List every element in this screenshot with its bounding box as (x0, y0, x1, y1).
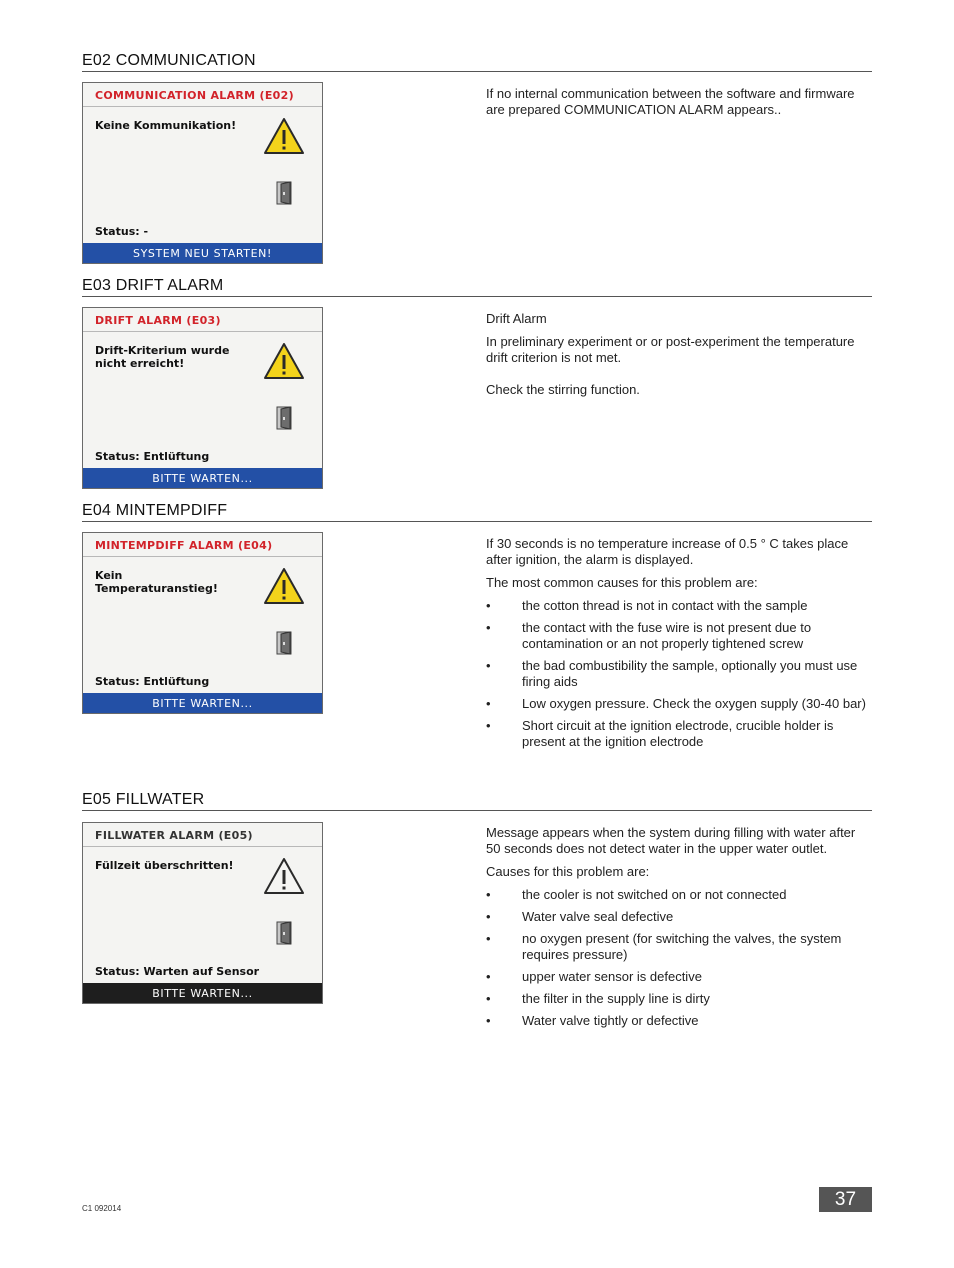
description-paragraph: If 30 seconds is no temperature increase of 0.5 ° C takes place after ignition, the alarm is displayed. (486, 536, 849, 567)
section-description (486, 86, 872, 125)
description-paragraph: Message appears when the system during filling with water after 50 seconds does not detect water in the upper water outlet. (486, 825, 856, 856)
warning-triangle-icon (263, 117, 305, 155)
screen-status: Status: Warten auf Sensor (95, 965, 260, 978)
restart-system-button[interactable]: SYSTEM NEU STARTEN! (83, 243, 322, 263)
screen-status: Status: Entlüftung (95, 675, 210, 688)
cause-list (486, 598, 872, 750)
section-title: E03 DRIFT ALARM (82, 277, 224, 294)
screen-title: MINTEMPDIFF ALARM (E04) (83, 533, 322, 557)
alarm-screen-e03 (82, 307, 323, 489)
door-icon (276, 630, 292, 656)
bullet: • (486, 909, 491, 924)
section-divider (82, 521, 872, 522)
list-item: • Low oxygen pressure. Check the oxygen supply (30-40 bar) (486, 696, 866, 711)
bullet: • (486, 620, 491, 635)
please-wait-button[interactable]: BITTE WARTEN... (83, 693, 322, 713)
please-wait-button[interactable]: BITTE WARTEN... (83, 983, 322, 1003)
cause-list (486, 887, 872, 1029)
warning-triangle-icon (263, 567, 305, 605)
section-description (486, 311, 872, 405)
warning-triangle-icon (263, 342, 305, 380)
screen-status: Status: Entlüftung (95, 450, 210, 463)
list-item: • Water valve tightly or defective (486, 1013, 699, 1028)
page-number: 37 (819, 1187, 872, 1212)
bullet: • (486, 1013, 491, 1028)
screen-message: Füllzeit überschritten! (95, 859, 234, 872)
bullet: • (486, 969, 491, 984)
screen-message: Kein Temperaturanstieg! (95, 569, 218, 595)
door-icon (276, 180, 292, 206)
bullet: • (486, 658, 491, 673)
section-title: E04 MINTEMPDIFF (82, 502, 228, 519)
list-item: • no oxygen present (for switching the valves, the system requires pressure) (486, 931, 842, 962)
list-item: • upper water sensor is defective (486, 969, 702, 984)
description-paragraph: Check the stirring function. (486, 382, 640, 397)
section-divider (82, 810, 872, 811)
door-icon (276, 920, 292, 946)
list-item: • the contact with the fuse wire is not present due to contamination or an not properly tightened screw (486, 620, 812, 651)
screen-message: Keine Kommunikation! (95, 119, 237, 132)
bullet: • (486, 991, 491, 1006)
list-item: • Water valve seal defective (486, 909, 674, 924)
list-item: • the bad combustibility the sample, optionally you must use firing aids (486, 658, 858, 689)
description-paragraph: Drift Alarm (486, 311, 547, 326)
bullet: • (486, 696, 491, 711)
please-wait-button[interactable]: BITTE WARTEN... (83, 468, 322, 488)
document-code: C1 092014 (82, 1204, 122, 1213)
screen-status: Status: - (95, 225, 149, 238)
bullet: • (486, 887, 491, 902)
section-title: E05 FILLWATER (82, 791, 205, 808)
list-item: • the cotton thread is not in contact with the sample (486, 598, 808, 613)
section-title: E02 COMMUNICATION (82, 52, 256, 69)
alarm-screen-e02 (82, 82, 323, 264)
screen-title: DRIFT ALARM (E03) (83, 308, 322, 332)
list-item: • the filter in the supply line is dirty (486, 991, 710, 1006)
section-description (486, 825, 872, 1035)
description-paragraph: Causes for this problem are: (486, 864, 650, 879)
bullet: • (486, 598, 491, 613)
screen-message: Drift-Kriterium wurde nicht erreicht! (95, 344, 230, 370)
alarm-screen-e05 (82, 822, 323, 1004)
section-description (486, 536, 872, 756)
description-paragraph: The most common causes for this problem are: (486, 575, 758, 590)
section-divider (82, 296, 872, 297)
door-icon (276, 405, 292, 431)
screen-title: FILLWATER ALARM (E05) (83, 823, 322, 847)
bullet: • (486, 931, 491, 946)
list-item: • Short circuit at the ignition electrode, crucible holder is present at the ignition electrode (486, 718, 834, 749)
bullet: • (486, 718, 491, 733)
alarm-screen-e04 (82, 532, 323, 714)
description-paragraph: If no internal communication between the software and firmware are prepared COMMUNICATION ALARM appears.. (486, 86, 855, 117)
description-paragraph: In preliminary experiment or or post-experiment the temperature drift criterion is not met. (486, 334, 855, 365)
list-item: • the cooler is not switched on or not connected (486, 887, 787, 902)
screen-title: COMMUNICATION ALARM (E02) (83, 83, 322, 107)
section-divider (82, 71, 872, 72)
warning-triangle-icon (263, 857, 305, 895)
